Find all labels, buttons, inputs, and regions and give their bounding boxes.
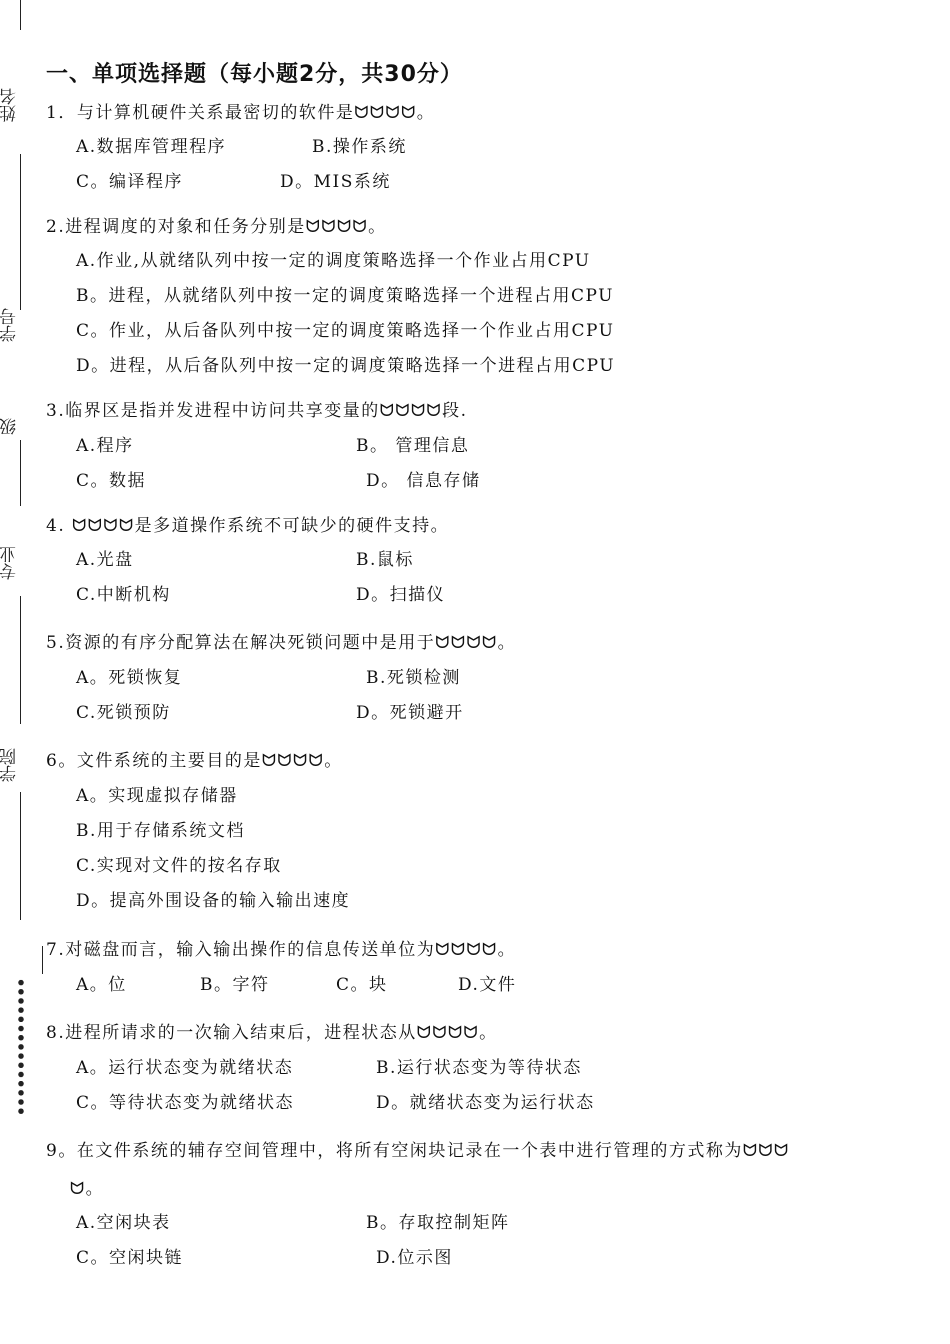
major-label: 专业 (0, 546, 20, 580)
question-4-option-a: A.光盘 (76, 550, 134, 570)
id-label: 学号 (0, 308, 20, 342)
question-2-option-d: D。进程，从后备队列中按一定的调度策略选择一个进程占用CPU (76, 356, 616, 376)
question-7-option-d: D.文件 (458, 975, 517, 995)
question-3-stem: 3.临界区是指并发进程中访问共享变量的ᗢᗢᗢᗢ段. (46, 401, 468, 421)
question-5-stem: 5.资源的有序分配算法在解决死锁问题中是用于ᗢᗢᗢᗢ。 (46, 633, 517, 653)
question-5-option-d: D。死锁避开 (356, 703, 464, 723)
college-label: 学院 (0, 748, 20, 782)
question-9-option-a: A.空闲块表 (76, 1213, 171, 1233)
question-4-option-b: B.鼠标 (356, 550, 414, 570)
question-7-stem: 7.对磁盘而言，输入输出操作的信息传送单位为ᗢᗢᗢᗢ。 (46, 940, 517, 960)
question-6-option-a: A。实现虚拟存储器 (76, 786, 238, 806)
section-title: 一、单项选择题（每小题2分，共30分） (46, 62, 463, 87)
question-1-option-c: C。编译程序 (76, 172, 184, 192)
question-5-option-b: B.死锁检测 (366, 668, 461, 688)
binding-margin (0, 0, 44, 1344)
top-line (20, 0, 21, 30)
question-4-stem: 4. ᗢᗢᗢᗢ是多道操作系统不可缺少的硬件支持。 (46, 516, 450, 536)
name-label: 姓名 (0, 88, 20, 122)
question-3-option-d: D。 信息存储 (366, 471, 481, 491)
major-line (20, 596, 21, 724)
question-9-stem: 9。在文件系统的辅存空间管理中，将所有空闲块记录在一个表中进行管理的方式称为ᗢᗢᗢ (46, 1141, 790, 1161)
question-6-option-b: B.用于存储系统文档 (76, 821, 245, 841)
margin-tick (42, 946, 43, 974)
question-6-option-d: D。提高外围设备的输入输出速度 (76, 891, 351, 911)
question-1-option-b: B.操作系统 (312, 137, 407, 157)
question-1-option-d: D。MIS系统 (280, 172, 391, 192)
question-5-option-a: A。死锁恢复 (76, 668, 183, 688)
question-2-option-a: A.作业,从就绪队列中按一定的调度策略选择一个作业占用CPU (76, 251, 591, 271)
question-7-option-c: C。块 (336, 975, 388, 995)
id-line (20, 440, 21, 506)
question-8-option-a: A。运行状态变为就绪状态 (76, 1058, 294, 1078)
question-9-option-c: C。空闲块链 (76, 1248, 184, 1268)
question-8-option-c: C。等待状态变为就绪状态 (76, 1093, 295, 1113)
class-label: 级 (0, 418, 20, 435)
question-1-stem: 1．与计算机硬件关系最密切的软件是ᗢᗢᗢᗢ。 (46, 103, 436, 123)
question-3-option-c: C。数据 (76, 471, 147, 491)
question-7-option-a: A。位 (76, 975, 127, 995)
question-9-stem-continued: ᗢ。 (70, 1179, 105, 1199)
question-4-option-c: C.中断机构 (76, 585, 171, 605)
question-2-option-b: B。进程，从就绪队列中按一定的调度策略选择一个进程占用CPU (76, 286, 614, 306)
question-7-option-b: B。字符 (200, 975, 270, 995)
question-9-option-b: B。存取控制矩阵 (366, 1213, 510, 1233)
question-9-option-d: D.位示图 (376, 1248, 453, 1268)
question-2-stem: 2.进程调度的对象和任务分别是ᗢᗢᗢᗢ。 (46, 217, 387, 237)
question-8-stem: 8.进程所请求的一次输入结束后，进程状态从ᗢᗢᗢᗢ。 (46, 1023, 498, 1043)
question-8-option-d: D。就绪状态变为运行状态 (376, 1093, 595, 1113)
question-8-option-b: B.运行状态变为等待状态 (376, 1058, 582, 1078)
question-1-option-a: A.数据库管理程序 (76, 137, 227, 157)
question-4-option-d: D。扫描仪 (356, 585, 446, 605)
cut-dots (16, 978, 26, 1116)
question-6-stem: 6。文件系统的主要目的是ᗢᗢᗢᗢ。 (46, 751, 343, 771)
question-2-option-c: C。作业，从后备队列中按一定的调度策略选择一个作业占用CPU (76, 321, 615, 341)
question-5-option-c: C.死锁预防 (76, 703, 171, 723)
college-line (20, 792, 21, 920)
question-6-option-c: C.实现对文件的按名存取 (76, 856, 282, 876)
question-3-option-b: B。 管理信息 (356, 436, 470, 456)
name-line (20, 154, 21, 310)
question-3-option-a: A.程序 (76, 436, 134, 456)
